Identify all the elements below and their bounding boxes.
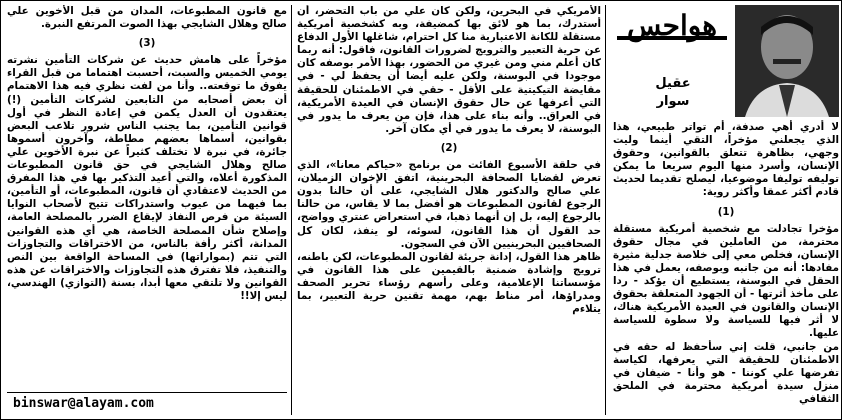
section-number-1: (1) <box>717 205 735 218</box>
column-title: هواجس <box>617 19 727 40</box>
author-name <box>633 75 713 111</box>
section-1-paragraph: مؤخرا تجادلت مع شخصية أمريكية مستقلة محترمة، من العاملين في مجال حقوق الإنسان، فخلص معي إلى خلاصة جدلية مثيرة مفادها: أنه من جانبه وبوصفه، يعمل في هذا الحقل في البوسنة، يستطيع أن يؤكد - ردا على مأخذ أثرتها - أن الجهود المتعلقة بحقوق الإنسان والقانون في العيدة الأمريكية هناك، لا أثر فيها للسياسة ولا سطوة للسياسة عليها. <box>613 222 839 340</box>
section-1-continued: الأمريكي في البحرين، ولكن كان علي من باب التحضر، أن أستدرك، بما هو لائق بها كمضيفة، وبه كشخصية أمريكية مستقلة للكانة الاعتبارية منا كل احترام، شاغلها الأول الدفاع عن حرية التعبير والترويج لضرورات القانون، فاقول: أنه ربما كان أعلم مني ومن غيري من الحضور، بهذا الأمر بوصفه كان موجودا في البوسنة، ولكن عليه أيضا أن يحفظ لي - في مقايضة التيكيتية على الأقل - حقي في الاطمئنان للحقيقة التي أعرفها عن حال حقوق الإنسان في العيدة الأمريكية، في العراق.. وأنه بناء على هذا، فإن من يعرف ما يدور في البوسنة، لا يعرف ما يدور في أي مكان آخر. <box>297 5 601 135</box>
column-header <box>613 5 839 121</box>
intro-paragraph: لا أدري أهي صدفة، أم تواتر طبيعي، هذا الذي يجعلني مؤخراً، التقي أينما وليت وجهي، بظاهرة تتعلق بالقوانين، وحقوق الإنسان، وأسرد منها اليوم سريعا ما يمكن توليفه توليفا موضوعيا، ليصلح تقديما لحديث قادم أكثر عمقا وأكثر روية: <box>613 121 839 199</box>
column-1 <box>613 5 839 415</box>
section-2-paragraph: في حلقة الأسبوع الفائت من برنامج «حياكم معانا»، الذي تعرض لقضايا الصحافة البحرينية، اتفق الإخوان الزميلان، علي صالح والدكتور هلال الشايجي، على أن حالنا بدون الرجوع لقانون المطبوعات هو أفضل بما لا يقاس، من حالنا بالرجوع إليه، بل إن أنهما ذهبا، في استعراض عنتري وواضح، حد القول أن هذا القانون، لسوئه، لو ينفذ، لكان كل الصحافيين البحرينيين الآن في السجون. <box>297 159 601 250</box>
author-photo <box>735 5 839 117</box>
column-divider-2 <box>291 5 292 415</box>
author-last-name: سوار <box>656 94 690 109</box>
section-1-paragraph-2: من جانبي، قلت إني سأحفظ له حقه في الاطمئنان للحقيقة التي يعرفها، لكياسة تفرضها علي كوننا - هو وأنا - ضيفان في منزل سيدة أمريكية محترمة في الملحق الثقافي <box>613 340 839 405</box>
section-2-continued: مع قانون المطبوعات، المدان من قبل الأخوين علي صالح وهلال الشايجي بهذا الصوت المرتفع النبرة. <box>7 5 287 31</box>
column-2 <box>297 5 601 415</box>
section-2-paragraph-2: ظاهر هذا القول، إدانة جريئة لقانون المطبوعات، لكن باطنه، ترويج وإشادة ضمنية بالقيمين على هذا القانون في مؤسساتنا الإعلامية، وعلى رأسهم رؤساء تحرير الصحف ومدراؤها، أمر مناط بهم، مهمة تقنين حرية التعبير، بما يتلاءم <box>297 250 601 316</box>
column-3 <box>7 5 287 415</box>
author-email[interactable]: binswar@alayam.com <box>7 392 287 415</box>
column-divider-1 <box>605 5 606 415</box>
section-number-3: (3) <box>138 37 156 50</box>
section-number-2: (2) <box>440 141 458 154</box>
author-portrait-icon <box>735 5 839 117</box>
author-first-name: عقيل <box>655 76 691 91</box>
section-3-paragraph: مؤخراً على هامش حديث عن شركات التأمين نشرته يومي الخميس والسبت، أحسبت اهتماما من قبل القراء يفوق ما توقعته.. وأنا من لفت نظري فيه هذا الاهتمام أن بعض أصحابه من التابعين لشركات التأمين (!) يعتقدون أن العدل يكمن في إعادة النظر في أول قوانين التأمين، بما يجنب الناس شرور تلاعب البعض بقوانين، أسماها بعضهم مطاطة، وآخرون أسموها جائرة، في نبرة لا تختلف كثيراً عن نبرة الأخوين علي صالح وهلال الشايجي في حق قانون المطبوعات المذكورة أعلاه، والتي أعيد التذكير بها في هذا المفرق من الحديث لاعتقادي أن قانون، المطبوعات، أو التأمين، بما فيهما من عيوب واستدراكات تتيح لأصحاب النوايا السيئة من فرص النفاذ لإيقاع الضرر بالمصلحة العامة، وإصلاح شأن المصلحة الخاصة، هي أي هذه القوانين المدانة، أكثر رأفة بالناس، من الاختراقات والتجاوزات التي تتم (بمواراتها) في المساحة الواقعة بين النص والتنفيذ، فلا تفترق هذه التجاوزات والاختراقات عن هذه القوانين ولا تلتقي معها أبدا، بسنة (التوازي) الهندسي، ليس إلا!! <box>7 54 287 302</box>
